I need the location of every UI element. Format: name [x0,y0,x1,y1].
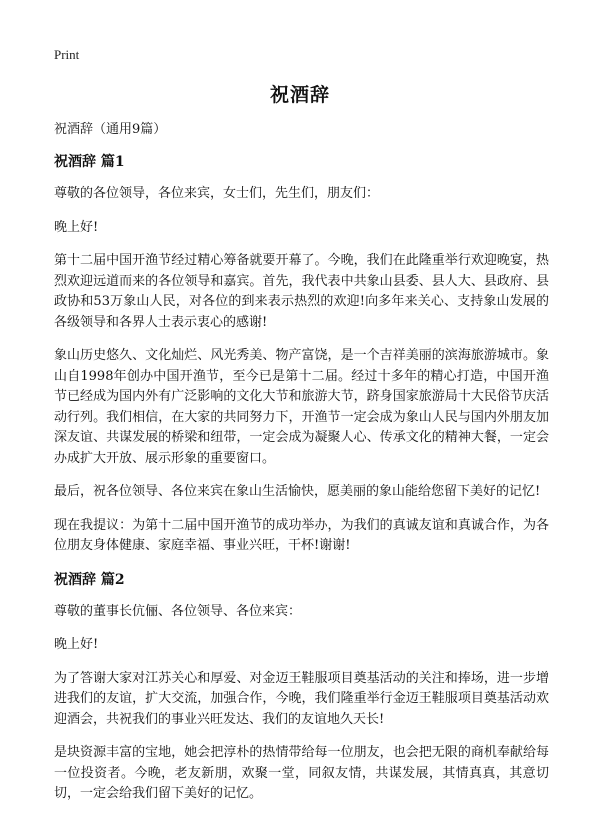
paragraph: 是块资源丰富的宝地，她会把淳朴的热情带给每一位朋友，也会把无限的商机奉献给每一位投资者。今晚，老友新朋，欢聚一堂，同叙友情，共谋发展，其情真真，其意切切，一定会给我们留下美好的记忆。 [54,745,549,801]
paragraph: 尊敬的董事长伉俪、各位领导、各位来宾： [54,603,302,619]
section-heading: 祝酒辞 篇2 [54,571,125,588]
paragraph: 晚上好! [54,219,99,235]
section-1 [54,152,549,557]
page-title: 祝酒辞 [269,84,330,106]
document-body [54,120,549,818]
section-2 [54,570,549,805]
document-subtitle: 祝酒辞（通用9篇） [54,122,167,137]
print-link[interactable]: Print [54,47,80,62]
paragraph: 晚上好! [54,637,99,652]
paragraph: 现在我提议：为第十二届中国开渔节的成功举办，为我们的真诚友谊和真诚合作，为各位朋友身体健康、家庭幸福、事业兴旺，干杯!谢谢! [54,517,549,553]
paragraph: 最后，祝各位领导、各位来宾在象山生活愉快，愿美丽的象山能给您留下美好的记忆! [54,484,541,499]
paragraph: 象山历史悠久、文化灿烂、风光秀美、物产富饶，是一个吉祥美丽的滨海旅游城市。象山自1998年创办中国开渔节，至今已是第十二届。经过十多年的精心打造，中国开渔节已经成为国内外有广泛影响的文化大节和旅游大节，跻身国家旅游局十大民俗节庆活动行列。我们相信，在大家的共同努力下，开渔节一定会成为象山人民与国内外朋友加深友谊、共谋发展的桥梁和纽带，一定会成为凝聚人心、传承文化的精神大餐，一定会办成扩大开放、展示形象的重要窗口。 [54,348,549,466]
paragraph: 为了答谢大家对江苏关心和厚爱、对金迈王鞋服项目奠基活动的关注和捧场，进一步增进我们的友谊，扩大交流，加强合作，今晚，我们隆重举行金迈王鞋服项目奠基活动欢迎酒会，共祝我们的事业兴旺发达、我们的友谊地久天长! [54,670,549,727]
paragraph: 尊敬的各位领导，各位来宾，女士们，先生们，朋友们： [54,186,380,201]
section-heading: 祝酒辞 篇1 [54,154,125,170]
paragraph: 第十二届中国开渔节经过精心筹备就要开幕了。今晚，我们在此隆重举行欢迎晚宴，热烈欢迎远道而来的各位领导和嘉宾。首先，我代表中共象山县委、县人大、县政府、县政协和53万象山人民，对各位的到来表示热烈的欢迎!向多年来关心、支持象山发展的各级领导和各界人士表示衷心的感谢! [54,253,549,330]
